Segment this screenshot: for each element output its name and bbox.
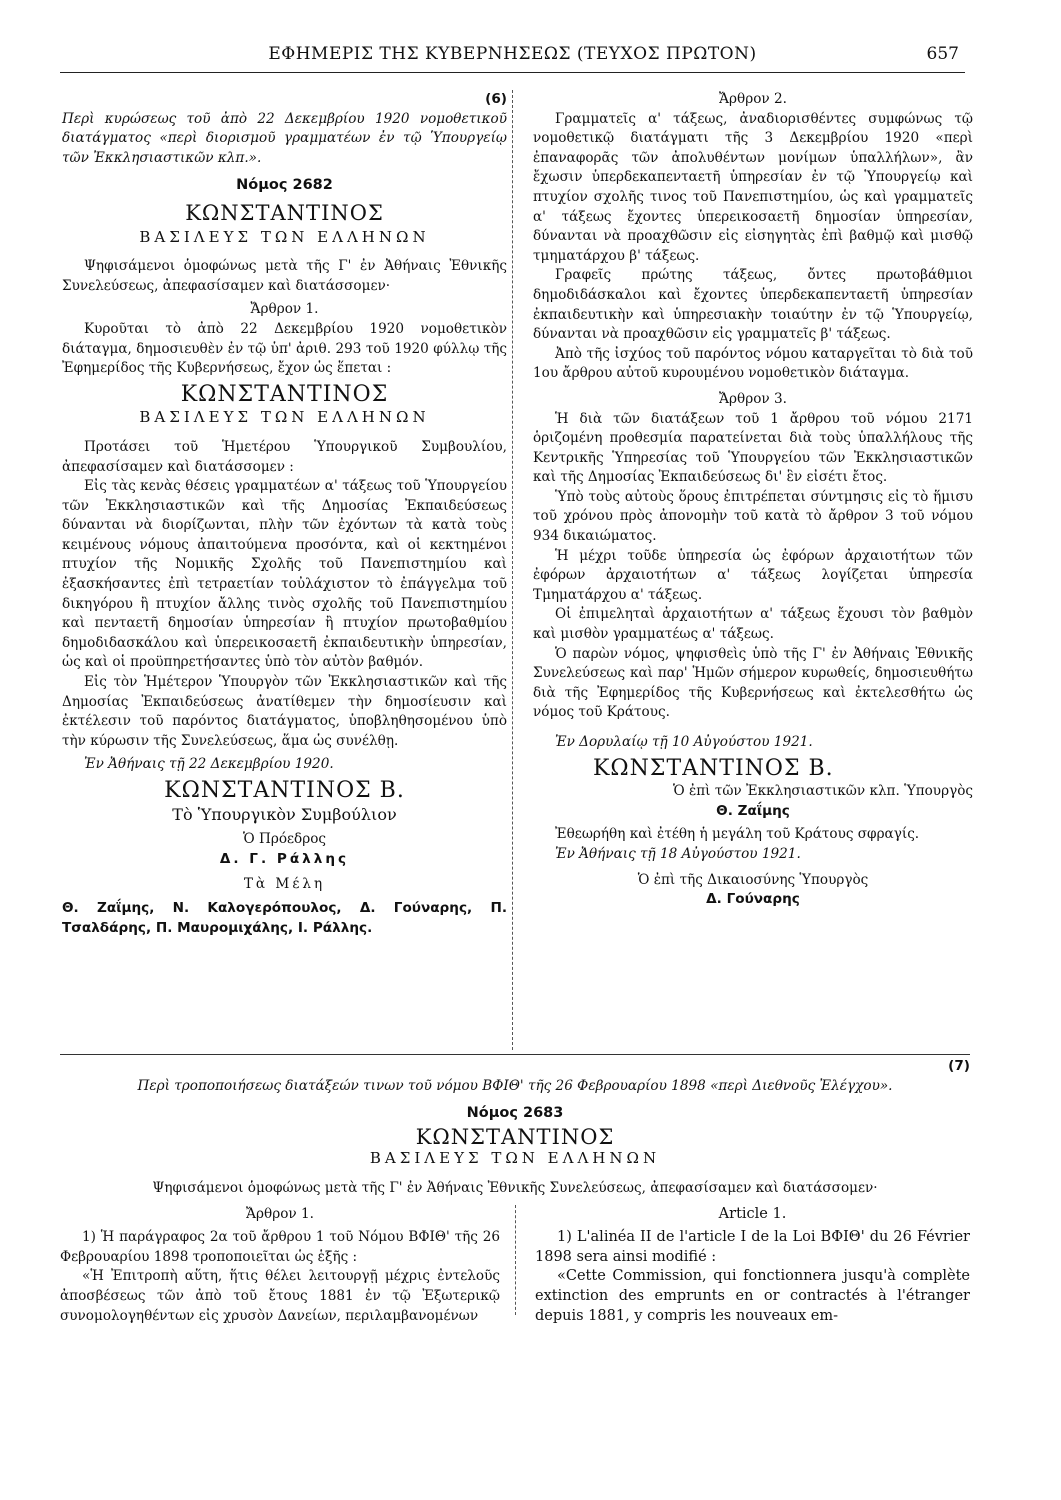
minister-2-name: Δ. Γούναρης xyxy=(706,891,800,908)
left-column xyxy=(62,90,507,938)
section-subject: Περὶ τροποποιήσεως διατάξεών τινων τοῦ νόμου ΒΦΙΘ' τῆς 26 Φεβρουαρίου 1898 «περὶ Διεθνοῦς Ἐλέγχου». xyxy=(137,1077,893,1094)
article-3-paragraph-3: Ἡ μέχρι τοῦδε ὑπηρεσία ὡς ἐφόρων ἀρχαιοτήτων τῶν ἐφόρων ἀρχαιοτήτων α' τάξεως λογίζεται ὑπηρεσία Τμηματάρχου α' τάξεως. xyxy=(533,547,973,603)
section-divider xyxy=(60,1054,970,1055)
article-3-title: Ἄρθρον 3. xyxy=(719,390,787,407)
french-paragraph-2: «Cette Commission, qui fonctionnera jusqu'à complète extinction des emprunts en or contractés à l'étranger depuis 1881, y compris les nouveaux em- xyxy=(535,1268,970,1324)
members-label: Τὰ Μέλη xyxy=(243,876,326,893)
king-title: ΒΑΣΙΛΕΥΣ ΤΩΝ ΕΛΛΗΝΩΝ xyxy=(139,227,430,246)
minister-1-label: Ὁ ἐπὶ τῶν Ἐκκλησιαστικῶν κλπ. Ὑπουργὸς xyxy=(672,783,973,800)
decree-paragraph-2: Εἰς τὸν Ἡμέτερον Ὑπουργὸν τῶν Ἐκκλησιαστικῶν καὶ τῆς Δημοσίας Ἐκπαιδεύσεως ἀνατίθεμεν τὴν δημοσίευσιν καὶ ἐκτέλεσιν τοῦ παρόντος διατάγματος, ὑποβληθησομένου ὑπὸ τὴν κύρωσιν τῆς Συνελεύσεως, ἅμα ὡς συνέλθῃ. xyxy=(62,674,507,749)
king-title: ΒΑΣΙΛΕΥΣ ΤΩΝ ΕΛΛΗΝΩΝ xyxy=(369,1149,661,1168)
section-7 xyxy=(60,1050,970,1324)
minister-1-name: Θ. Ζαΐμης xyxy=(716,802,790,819)
article-2-paragraph-2: Γραφεῖς πρώτης τάξεως, ὄντες πρωτοβάθμιοι δημοδιδάσκαλοι καὶ ἔχοντες ὑπερδεκαπενταετῆ ὑπηρεσίαν ἐκπαιδευτικὴν καὶ ὑπηρεσιακὴν τοιαύτην ἐν τῷ Ὑπουργείῳ, δύνανται νὰ προαχθῶσιν εἰς γραμματεῖς β' τάξεως. xyxy=(533,267,973,343)
column-divider xyxy=(512,90,513,1050)
bilingual-text xyxy=(60,1205,970,1324)
greek-article-title: Ἄρθρον 1. xyxy=(246,1205,314,1222)
president-name: Δ. Γ. Ράλλης xyxy=(219,850,350,867)
section-subject: Περὶ κυρώσεως τοῦ ἀπὸ 22 Δεκεμβρίου 1920 νομοθετικοῦ διατάγματος «περὶ διορισμοῦ γραμματέων ἐν τῷ Ὑπουργείῳ τῶν Ἐκκλησιαστικῶν κλπ.». xyxy=(62,110,507,166)
article-1-text: Κυροῦται τὸ ἀπὸ 22 Δεκεμβρίου 1920 νομοθετικὸν διάταγμα, δημοσιευθὲν ἐν τῷ ὑπ' ἀριθ. 293 τοῦ 1920 φύλλῳ τῆς Ἐφημερίδος τῆς Κυβερνήσεως, ἔχον ὡς ἕπεται : xyxy=(62,320,507,377)
greek-column xyxy=(60,1205,500,1327)
decree-proposal: Προτάσει τοῦ Ἡμετέρου Ὑπουργικοῦ Συμβουλίου, ἀπεφασίσαμεν καὶ διατάσσομεν : xyxy=(62,438,507,475)
article-3-paragraph-1: Ἡ διὰ τῶν διατάξεων τοῦ 1 ἄρθρου τοῦ νόμου 2171 ὁριζομένη προθεσμία παρατείνεται διὰ τοὺς ὑπαλλήλους τῆς Κεντρικῆς Ὑπηρεσίας τοῦ Ὑπουργείου τῶν Ἐκκλησιαστικῶν καὶ τῆς Δημοσίας Ἐκπαιδεύσεως δι' ἓν εἰσέτι ἔτος. xyxy=(533,410,973,486)
page-header xyxy=(60,44,965,73)
section-number: (7) xyxy=(948,1058,970,1074)
article-2-paragraph-1: Γραμματεῖς α' τάξεως, ἀναδιορισθέντες συμφώνως τῷ νομοθετικῷ διατάγματι τῆς 3 Δεκεμβρίου 1920 «περὶ ἐπαναφορᾶς τῶν ἀπολυθέντων μονίμων ὑπαλλήλων», ἂν ἔχωσιν ὑπερδεκαπενταετῆ ὑπηρεσίαν ἐν τῷ Ὑπουργείῳ καὶ πτυχίον σχολῆς τινος τοῦ Πανεπιστημίου, ὡς καὶ γραμματεῖς α' τάξεως ἔχοντες ὑπερεικοσαετῆ δημοσίαν ὑπηρεσίαν, δύνανται νὰ προαχθῶσιν εἰς εἰσηγητὰς ἐπὶ βαθμῷ καὶ μισθῷ τμηματάρχου β' τάξεως. xyxy=(533,110,973,264)
seal-note: Ἐθεωρήθη καὶ ἐτέθη ἡ μεγάλη τοῦ Κράτους σφραγίς. xyxy=(555,826,920,843)
law-number: Νόμος 2682 xyxy=(236,177,333,194)
french-paragraph-1: 1) L'alinéa II de l'article I de la Loi ΒΦΙΘ' du 26 Février 1898 sera ainsi modifié : xyxy=(535,1229,970,1265)
preamble: Ψηφισάμενοι ὁμοφώνως μετὰ τῆς Γ' ἐν Ἀθήναις Ἐθνικῆς Συνελεύσεως, ἀπεφασίσαμεν καὶ διατάσσομεν· xyxy=(62,258,507,294)
king-signature: ΚΩΝΣΤΑΝΤΙΝΟΣ Β. xyxy=(164,778,405,803)
article-3-paragraph-5: Ὁ παρὼν νόμος, ψηφισθεὶς ὑπὸ τῆς Γ' ἐν Ἀθήναις Ἐθνικῆς Συνελεύσεως καὶ παρ' Ἡμῶν σήμερον κυρωθείς, δημοσιευθήτω διὰ τῆς Ἐφημερίδος τῆς Κυβερνήσεως καὶ ἐκτελεσθήτω ὡς νόμος τοῦ Κράτους. xyxy=(533,645,973,721)
french-column xyxy=(535,1205,970,1327)
article-1-title: Ἄρθρον 1. xyxy=(250,301,319,318)
page-number: 657 xyxy=(926,44,959,64)
column-divider xyxy=(515,1205,516,1315)
article-2-paragraph-3: Ἀπὸ τῆς ἰσχύος τοῦ παρόντος νόμου καταργεῖται τὸ διὰ τοῦ 1ου ἄρθρου αὐτοῦ κυρουμένου νομοθετικὸν διάταγμα. xyxy=(533,345,973,382)
law-number: Νόμος 2683 xyxy=(466,1105,564,1122)
article-3-paragraph-4: Οἱ ἐπιμεληταὶ ἀρχαιοτήτων α' τάξεως ἔχουσι τὸν βαθμὸν καὶ μισθὸν γραμματέως α' τάξεως. xyxy=(533,606,973,643)
seal-date: Ἐν Ἀθήναις τῇ 18 Αὐγούστου 1921. xyxy=(555,845,801,862)
section-number: (6) xyxy=(485,91,507,107)
gazette-title: ΕΦΗΜΕΡΙΣ ΤΗΣ ΚΥΒΕΡΝΗΣΕΩΣ (ΤΕΥΧΟΣ ΠΡΩΤΟΝ) xyxy=(268,44,757,64)
king-name: ΚΩΝΣΤΑΝΤΙΝΟΣ xyxy=(185,200,384,225)
king-name: ΚΩΝΣΤΑΝΤΙΝΟΣ xyxy=(415,1124,615,1149)
council-label: Τὸ Ὑπουργικὸν Συμβούλιον xyxy=(172,804,397,824)
french-article-title: Article 1. xyxy=(718,1205,787,1222)
president-label: Ὁ Πρόεδρος xyxy=(242,831,327,848)
greek-paragraph-1: 1) Ἡ παράγραφος 2α τοῦ ἄρθρου 1 τοῦ Νόμου ΒΦΙΘ' τῆς 26 Φεβρουαρίου 1898 τροποποιεῖται ὡς ἑξῆς : xyxy=(60,1229,500,1265)
preamble: Ψηφισάμενοι ὁμοφώνως μετὰ τῆς Γ' ἐν Ἀθήναις Ἐθνικῆς Συνελεύσεως, ἀπεφασίσαμεν καὶ διατάσσομεν· xyxy=(152,1179,878,1196)
article-3-paragraph-2: Ὑπὸ τοὺς αὐτοὺς ὅρους ἐπιτρέπεται σύντμησις εἰς τὸ ἥμισυ τοῦ χρόνου πρὸς ἀπονομὴν τοῦ κατὰ τὸ ἄρθρον 3 τοῦ νόμου 934 δικαιώματος. xyxy=(533,488,973,545)
decree-king-title: ΒΑΣΙΛΕΥΣ ΤΩΝ ΕΛΛΗΝΩΝ xyxy=(139,408,430,427)
decree-paragraph-1: Εἰς τὰς κενὰς θέσεις γραμματέων α' τάξεως τοῦ Ὑπουργείου τῶν Ἐκκλησιαστικῶν καὶ τῆς Δημοσίας Ἐκπαιδεύσεως δύνανται νὰ διορίζωνται, πλὴν τῶν ἐχόντων τὰ κατὰ τοὺς κειμένους νόμους ἀπαιτούμενα προσόντα, καὶ οἱ κεκτημένοι πτυχίον τῆς Νομικῆς Σχολῆς τοῦ Πανεπιστημίου καὶ ἐξασκήσαντες ἐπὶ τετραετίαν τοὐλάχιστον τὸ ἐπάγγελμα τοῦ δικηγόρου ἢ πτυχίον ἄλλης τινὸς σχολῆς τοῦ Πανεπιστημίου καὶ πενταετῆ δημοσίαν ὑπηρεσίαν ἢ πτυχίον πρωτοβαθμίου δημοδιδασκάλου καὶ ὑπερεικοσαετῆ ἐκπαιδευτικὴν ὑπηρεσίαν, ὡς καὶ οἱ προϋπηρετήσαντες ὑπὸ τὸν αὐτὸν βαθμόν. xyxy=(62,478,507,671)
decree-date: Ἐν Ἀθήναις τῇ 22 Δεκεμβρίου 1920. xyxy=(84,756,334,773)
decree-king-name: ΚΩΝΣΤΑΝΤΙΝΟΣ xyxy=(180,381,389,407)
article-2-title: Ἄρθρον 2. xyxy=(719,91,787,107)
minister-2-label: Ὁ ἐπὶ τῆς Δικαιοσύνης Ὑπουργὸς xyxy=(637,871,869,888)
king-signature: ΚΩΝΣΤΑΝΤΙΝΟΣ Β. xyxy=(593,755,834,781)
right-column xyxy=(533,90,973,910)
signing-date: Ἐν Δορυλαίῳ τῇ 10 Αὐγούστου 1921. xyxy=(555,734,813,750)
greek-paragraph-2: «Ἡ Ἐπιτροπὴ αὕτη, ἥτις θέλει λειτουργῇ μέχρις ἐντελοῦς ἀποσβέσεως τῶν ἀπὸ τοῦ ἔτους 1881 ἐν τῷ Ἐξωτερικῷ συνομολογηθέντων εἰς χρυσὸν Δανείων, περιλαμβανομένων xyxy=(60,1268,500,1324)
members-names: Θ. Ζαΐμης, Ν. Καλογερόπουλος, Δ. Γούναρης, Π. Τσαλδάρης, Π. Μαυρομιχάλης, Ι. Ράλλης. xyxy=(62,899,507,936)
